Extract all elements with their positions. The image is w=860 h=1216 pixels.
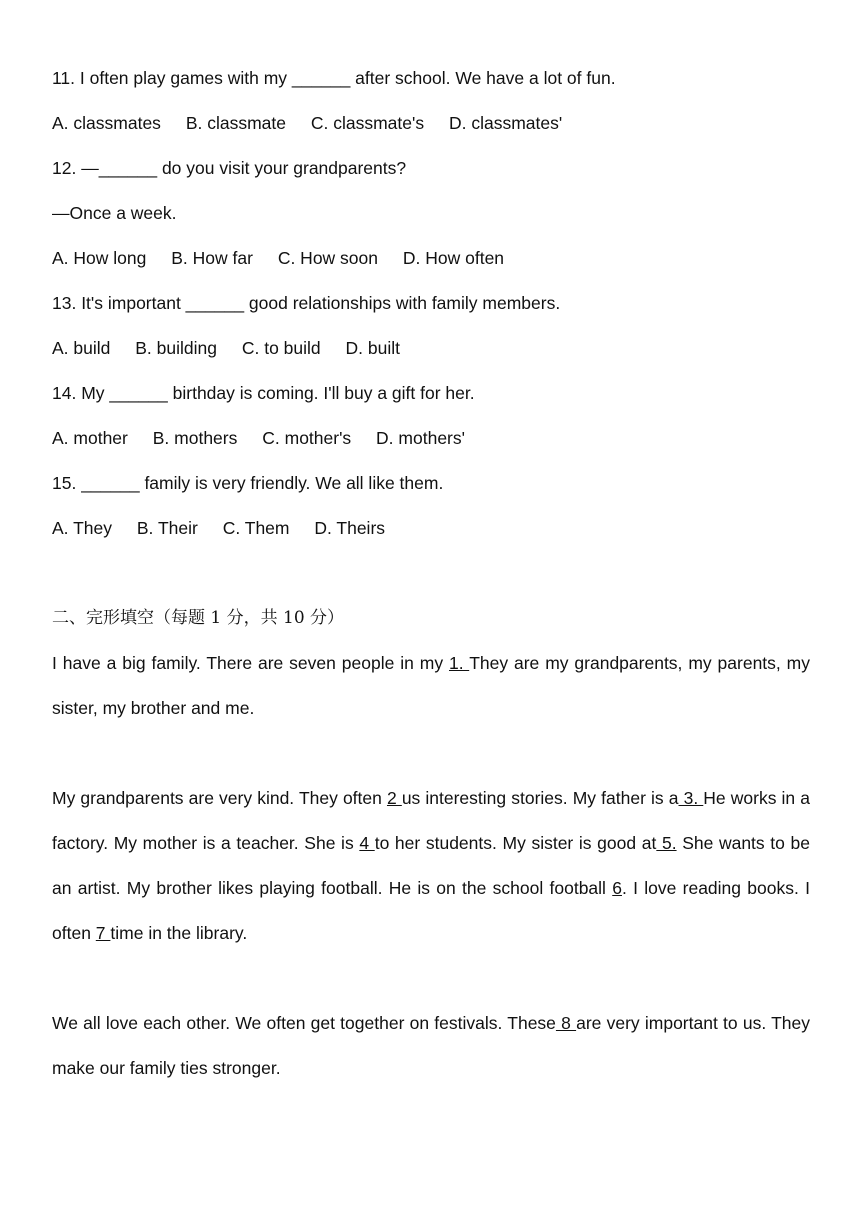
option-c: C. classmate's <box>310 113 425 133</box>
cloze-paragraph-2 <box>52 776 810 956</box>
blank-6: 6 <box>612 878 622 898</box>
text: are very important to us. They make our family ties stronger. <box>52 1013 811 1078</box>
text: We all love each other. We often get together on festivals. These <box>52 1013 556 1033</box>
option-a: A. How long <box>52 248 147 268</box>
text: . I love reading books. I often <box>52 878 810 943</box>
blank-2: 2 <box>386 788 402 808</box>
blank-4: 4 <box>359 833 375 853</box>
option-d: D. mothers' <box>376 428 465 448</box>
option-c: C. Them <box>222 518 290 538</box>
question-13-options <box>52 326 810 371</box>
text: He works in a factory. My mother is a teacher. She is <box>52 788 810 853</box>
spacer <box>52 956 810 1001</box>
question-13-stem: 13. It's important ______ good relationships with family members. <box>52 293 561 313</box>
text: to her students. My sister is good at <box>374 833 657 853</box>
option-c: C. mother's <box>262 428 352 448</box>
option-b: B. Their <box>136 518 198 538</box>
blank-7: 7 <box>95 923 111 943</box>
blank-5: 5. <box>656 833 677 853</box>
blank-8: 8 <box>555 1013 577 1033</box>
option-d: D. built <box>345 338 400 358</box>
cloze-paragraph-3 <box>52 1001 810 1091</box>
blank-1: 1. <box>449 653 470 673</box>
blank-3: 3. <box>678 788 704 808</box>
text: My grandparents are very kind. They often <box>52 788 387 808</box>
option-b: B. classmate <box>185 113 286 133</box>
option-a: A. They <box>52 518 112 538</box>
question-14-stem: 14. My ______ birthday is coming. I'll buy a gift for her. <box>52 383 475 403</box>
question-12-reply: —Once a week. <box>52 203 177 223</box>
text: I have a big family. There are seven people in my <box>52 653 449 673</box>
text: They are my grandparents, my parents, my sister, my brother and me. <box>52 653 811 718</box>
option-d: D. Theirs <box>314 518 386 538</box>
option-b: B. building <box>135 338 217 358</box>
option-a: A. mother <box>52 428 128 448</box>
question-14-options <box>52 416 810 461</box>
text: time in the library. <box>110 923 248 943</box>
option-c: C. How soon <box>277 248 378 268</box>
option-b: B. mothers <box>152 428 238 448</box>
option-a: A. classmates <box>52 113 161 133</box>
option-b: B. How far <box>171 248 253 268</box>
option-a: A. build <box>52 338 111 358</box>
text: us interesting stories. My father is a <box>401 788 679 808</box>
question-12-stem: 12. —______ do you visit your grandparents? <box>52 158 407 178</box>
question-15-stem: 15. ______ family is very friendly. We all like them. <box>52 473 444 493</box>
option-d: D. How often <box>402 248 505 268</box>
question-15-options <box>52 506 810 551</box>
option-d: D. classmates' <box>448 113 563 133</box>
section-2-title: 二、完形填空（每题 1 分，共 10 分） <box>52 608 345 628</box>
spacer <box>52 731 810 776</box>
option-c: C. to build <box>241 338 321 358</box>
question-11-stem: 11. I often play games with my ______ after school. We have a lot of fun. <box>52 68 616 88</box>
spacer <box>52 551 810 596</box>
text: She wants to be an artist. My brother likes playing football. He is on the school football <box>52 833 810 898</box>
question-11-options <box>52 101 810 146</box>
cloze-paragraph-1 <box>52 641 810 731</box>
worksheet-page <box>52 56 810 1091</box>
question-12-options <box>52 236 810 281</box>
